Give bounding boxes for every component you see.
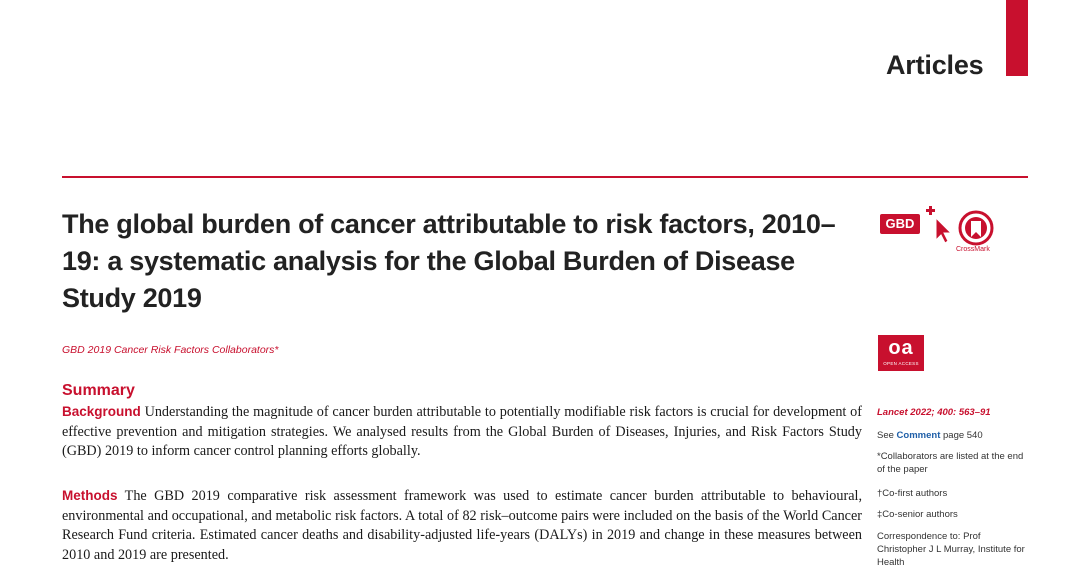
author-line: GBD 2019 Cancer Risk Factors Collaborators* bbox=[62, 344, 279, 356]
crossmark-icon[interactable] bbox=[958, 210, 994, 246]
oa-label: oa bbox=[888, 337, 914, 359]
article-title: The global burden of cancer attributable to risk factors, 2010–19: a systematic analysis for the Global Burden of Disease Study 2019 bbox=[62, 209, 836, 313]
methods-label: Methods bbox=[62, 488, 118, 503]
background-paragraph bbox=[62, 402, 862, 462]
open-access-badge[interactable] bbox=[878, 335, 924, 371]
summary-heading: Summary bbox=[62, 382, 135, 399]
background-text: Understanding the magnitude of cancer burden attributable to potentially modifiable risk factors is crucial for development of effective prevention and mitigation strategies. We analysed results from the Global Burden of Diseases, Injuries, and Risk Factors Study (GBD) 2019 to inform cancer control planning efforts globally. bbox=[62, 404, 862, 459]
section-tab bbox=[1006, 0, 1028, 76]
collaborators-note: *Collaborators are listed at the end of the paper bbox=[877, 451, 1024, 475]
background-label: Background bbox=[62, 404, 141, 419]
cursor-icon bbox=[924, 204, 954, 244]
header-rule bbox=[62, 176, 1028, 178]
co-senior-authors-note: ‡Co-senior authors bbox=[877, 509, 958, 520]
comment-link[interactable]: Comment bbox=[896, 430, 941, 441]
section-label: Articles bbox=[886, 50, 984, 80]
see-comment-note bbox=[877, 429, 1027, 442]
methods-paragraph bbox=[62, 486, 862, 565]
crossmark-label: CrossMark bbox=[956, 246, 990, 253]
see-prefix: See bbox=[877, 430, 897, 441]
citation: Lancet 2022; 400: 563–91 bbox=[877, 407, 991, 418]
see-suffix: page 540 bbox=[940, 430, 983, 441]
oa-sublabel: OPEN ACCESS bbox=[883, 361, 919, 366]
gbd-badge[interactable]: GBD bbox=[880, 214, 920, 234]
co-first-authors-note: †Co-first authors bbox=[877, 488, 948, 499]
methods-text: The GBD 2019 comparative risk assessment framework was used to estimate cancer burden attributable to behavioural, environmental and occupational, and metabolic risk factors. A total of 82 risk–outcome pairs were included on the basis of the World Cancer Research Fund criteria. Estimated cancer deaths and disability-adjusted life-years (DALYs) in 2019 and change in these measures between 2010 and 2019 are presented. bbox=[62, 488, 862, 563]
correspondence-note: Correspondence to: Prof Christopher J L Murray, Institute for Health bbox=[877, 531, 1025, 568]
